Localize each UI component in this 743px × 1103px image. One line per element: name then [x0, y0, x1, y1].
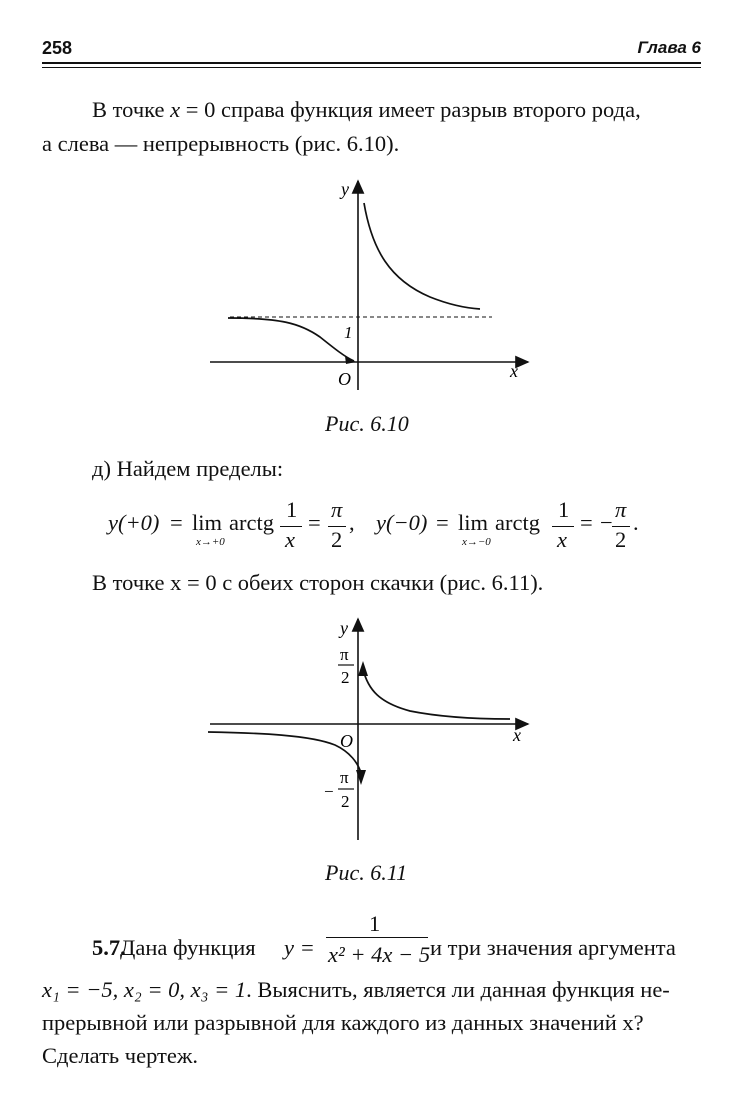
- frac-denominator: x² + 4x − 5: [328, 942, 431, 967]
- lim-subscript: x→−0: [462, 536, 491, 548]
- lim-subscript: x→+0: [196, 536, 225, 548]
- text: и три значения аргумента: [430, 935, 676, 960]
- text: справа функция имеет разрыв второго рода,: [215, 97, 641, 122]
- formula-text: =: [436, 510, 449, 535]
- tick-label-one: 1: [344, 323, 353, 342]
- formula-text: ,: [349, 510, 355, 535]
- pi-label: π: [340, 768, 349, 787]
- page-number: 258: [42, 38, 73, 58]
- curve-right-branch: [364, 203, 480, 309]
- frac-numerator: π: [331, 497, 343, 522]
- x-axis-label: x: [510, 361, 518, 381]
- origin-label: O: [338, 369, 351, 389]
- formula-text: y(−0): [376, 510, 428, 535]
- formula-text: =: [308, 510, 321, 535]
- curve-left-branch: [228, 318, 354, 361]
- frac-bar: [326, 937, 428, 938]
- math-y: y =: [284, 935, 315, 960]
- formula-text: −: [600, 510, 613, 535]
- header-rule-thin: [42, 67, 701, 68]
- figure-6-10: [200, 175, 540, 395]
- formula-text: =: [170, 510, 183, 535]
- problem-line-3: прерывной или разрывной для каждого из данных значений x?: [42, 1010, 644, 1035]
- frac-numerator: 1: [558, 497, 570, 522]
- frac-denominator: 2: [331, 527, 343, 552]
- header-rule-thick: [42, 62, 701, 64]
- text: . Выяснить, является ли данная функция не-: [246, 977, 670, 1002]
- y-axis-label: y: [340, 618, 348, 638]
- curve-left-branch: [208, 732, 361, 773]
- arrow-head-up: [358, 661, 368, 676]
- minus-label: −: [324, 782, 334, 801]
- formula-text: .: [633, 510, 639, 535]
- text: В точке: [92, 97, 171, 122]
- frac-numerator: 1: [369, 911, 381, 936]
- formula-text: arctg: [495, 510, 540, 535]
- paragraph-line-2: а слева — непрерывность (рис. 6.10).: [42, 131, 400, 156]
- lim-text: lim: [192, 510, 223, 535]
- formula-text: y(+0): [108, 510, 160, 535]
- limits-intro: д) Найдем пределы:: [92, 456, 284, 481]
- pi-label: π: [340, 645, 349, 664]
- frac-denominator: x: [557, 527, 567, 552]
- origin-label: O: [340, 731, 353, 751]
- two-label: 2: [341, 792, 350, 811]
- formula-text: arctg: [229, 510, 274, 535]
- figure-caption: Рис. 6.10: [325, 411, 409, 436]
- figure-caption: Рис. 6.11: [325, 860, 408, 885]
- text: Дана функция: [120, 935, 256, 960]
- paragraph-line-1: [92, 94, 712, 126]
- limits-formula: [108, 497, 668, 559]
- text: = 0: [180, 97, 216, 122]
- two-label: 2: [341, 668, 350, 687]
- page-header: [42, 38, 701, 68]
- figure-6-11: [200, 615, 540, 845]
- chapter-title: Глава 6: [637, 38, 701, 57]
- limits-conclusion: В точке x = 0 с обеих сторон скачки (рис. 6.11).: [92, 570, 544, 595]
- lim-text: lim: [458, 510, 489, 535]
- frac-numerator: 1: [286, 497, 298, 522]
- problem-line-4: Сделать чертеж.: [42, 1043, 199, 1068]
- formula-text: =: [580, 510, 593, 535]
- math-values: x₁ = −5, x₂ = 0, x₃ = 1: [42, 977, 247, 1002]
- frac-denominator: 2: [615, 527, 627, 552]
- problem-line-2: [42, 974, 722, 1006]
- problem-number: 5.7.: [92, 935, 126, 960]
- curve-right-branch: [363, 669, 510, 719]
- y-axis-label: y: [341, 179, 349, 199]
- problem-line-1: [92, 911, 712, 972]
- x-axis-label: x: [513, 725, 521, 745]
- frac-denominator: x: [285, 527, 295, 552]
- frac-numerator: π: [615, 497, 627, 522]
- math-x: x: [170, 97, 181, 122]
